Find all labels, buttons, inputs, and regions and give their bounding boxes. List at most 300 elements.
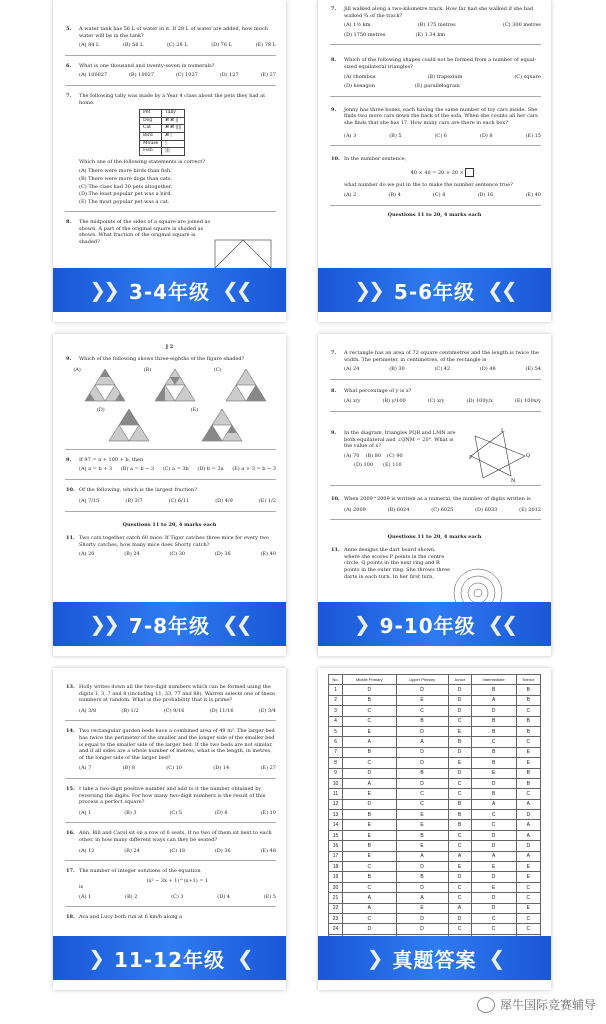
table-cell: A: [448, 903, 471, 913]
table-cell: C: [396, 706, 448, 716]
table-cell: E: [516, 903, 540, 913]
table-cell: B: [448, 810, 471, 820]
divider: [65, 860, 276, 861]
table-cell: Dog: [140, 117, 162, 125]
equation: (x² − 3x + 1)^(x+1) = 1: [146, 877, 209, 884]
option: (C) 28 L: [167, 42, 188, 49]
chevron-left-icon: ❮: [488, 946, 503, 970]
table-cell: D: [343, 685, 397, 695]
divider: [65, 822, 276, 823]
question: [53, 786, 286, 816]
option: (D) 36: [214, 847, 231, 854]
table-cell: D: [448, 685, 471, 695]
figure-label: (E): [190, 406, 199, 413]
divider: [65, 906, 276, 907]
option: (E) 27: [260, 72, 276, 79]
grade-banner[interactable]: [318, 268, 551, 312]
option: (E) 15: [525, 132, 541, 139]
table-cell: B: [471, 726, 516, 736]
table-cell: E: [396, 903, 448, 913]
table-row: [329, 758, 541, 768]
table-cell: E: [343, 726, 397, 736]
watermark-text: 犀牛国际竞赛辅导: [499, 998, 596, 1012]
table-cell: 3: [329, 706, 343, 716]
table-row: [329, 862, 541, 872]
option: (B) y/100: [382, 398, 406, 405]
svg-text:Q: Q: [526, 453, 531, 459]
paper-panel-grade-5-6[interactable]: [318, 0, 551, 322]
option: (C) 6: [434, 132, 447, 139]
table-cell: C: [448, 841, 471, 851]
question: [53, 63, 286, 79]
table-cell: 12: [329, 799, 343, 809]
option: (A) 2: [344, 192, 357, 199]
option: (E) 40: [525, 192, 541, 199]
option: (B) trapezium: [427, 73, 463, 80]
table-row: [329, 882, 541, 892]
question: [318, 6, 551, 38]
question-number: 10.: [331, 156, 340, 163]
question: [318, 547, 551, 580]
divider: [65, 778, 276, 779]
table-cell: D: [516, 841, 540, 851]
banner-label: 3-4年级: [128, 279, 211, 304]
question-text: Which of the following shows three-eighths of the figure shaded?: [79, 356, 245, 362]
question-text: Of the following, which is the largest fraction?: [79, 486, 197, 493]
table-cell: C: [471, 737, 516, 747]
table-cell: B: [471, 758, 516, 768]
paper-panel-answers[interactable]: [318, 668, 551, 990]
question-text: Two rectangular garden beds have a combined area of 49 m². The larger bed has twice the perimeter of the smaller and the longer side of the smaller bed is equal to the smaller side of the larger bed. If the two beds are not similar, and if all sides are a whole number of metres, what is the length, in metres, of the longer side of the larger bed?: [79, 728, 275, 761]
paper-panel-grade-7-8[interactable]: [53, 334, 286, 656]
table-cell: B: [471, 747, 516, 757]
question: [53, 457, 286, 473]
option: (B) 5: [389, 132, 402, 139]
table-cell: |||: [162, 148, 185, 156]
grade-banner[interactable]: [318, 602, 551, 646]
double-chevron-left-icon: ❮❮: [487, 612, 516, 636]
figure-label: (C): [213, 366, 222, 373]
option: (E) 48: [260, 847, 276, 854]
option: (A) 70: [344, 452, 360, 459]
table-cell: B: [396, 716, 448, 726]
table-cell: 20: [329, 882, 343, 892]
question-prompt: Which one of the following statements is correct?: [79, 158, 205, 165]
option: (D) 8: [214, 809, 228, 816]
paper-panel-grade-11-12[interactable]: [53, 668, 286, 990]
question: [318, 57, 551, 89]
option: (C) 30: [169, 551, 186, 558]
question-number: 16.: [66, 830, 75, 837]
table-cell: C: [343, 913, 397, 923]
question-text: Jenny has three boxes, each having the same number of toy cars inside. She finds two more cars down the back of the sofa. When she counts all her cars she finds that she has 17. How many cars are there in each box?: [344, 106, 538, 126]
option: (C) 8: [432, 192, 446, 199]
question-number: 7.: [331, 350, 337, 356]
table-cell: E: [471, 862, 516, 872]
table-cell: A: [448, 851, 471, 861]
table-cell: B: [396, 872, 448, 882]
divider: [65, 479, 276, 480]
table-cell: C: [516, 913, 540, 923]
table-cell: D: [396, 924, 448, 934]
option: (E) 1.34 km: [415, 31, 446, 38]
table-cell: D: [396, 913, 448, 923]
table-cell: A: [343, 903, 397, 913]
table-cell: D: [448, 747, 471, 757]
table-cell: C: [471, 913, 516, 923]
question-text: Two cats together catch 60 mice. If Tiger catches three mice for every two Shorty catches, how many mice does Shorty catch?: [79, 534, 269, 548]
table-row: [329, 706, 541, 716]
option: (C) 5: [169, 809, 182, 816]
table-header: Intermediate: [471, 675, 516, 685]
table-cell: D: [396, 758, 448, 768]
option: (A) 1: [79, 809, 92, 816]
table-cell: A: [396, 851, 448, 861]
question: [53, 356, 286, 363]
option: (C) 6/11: [168, 498, 190, 505]
option: (E) 40: [260, 551, 276, 558]
option: (E) 54: [525, 366, 541, 373]
table-row: [329, 716, 541, 726]
option: (A) 1½ km: [344, 22, 371, 29]
table-cell: B: [396, 830, 448, 840]
question: [53, 868, 286, 900]
table-row: [329, 913, 541, 923]
table-cell: A: [396, 737, 448, 747]
option: (E) The most popular pet was a cat.: [79, 198, 170, 205]
option: (E) 78 L: [255, 42, 276, 49]
option: (B) 2: [125, 893, 138, 900]
option: (E) 3/4: [258, 707, 276, 714]
table-cell: 19: [329, 872, 343, 882]
option: (B) 175 metres: [417, 22, 456, 29]
table-cell: D: [448, 695, 471, 705]
option: (E) 110: [383, 462, 402, 469]
table-cell: A: [516, 820, 540, 830]
table-row: [329, 810, 541, 820]
table-cell: E: [516, 758, 540, 768]
page-number: J 2: [165, 344, 174, 350]
option: (A) 7/15: [79, 498, 100, 505]
sierpinski-triangle-figure: [200, 407, 244, 443]
option: (E) 10: [260, 809, 276, 816]
table-row: [329, 903, 541, 913]
question: [53, 26, 286, 49]
option: (C) 42: [434, 366, 451, 373]
sierpinski-triangle-figure: [83, 367, 127, 403]
divider: [330, 411, 541, 412]
table-cell: D: [448, 768, 471, 778]
table-cell: 7: [329, 747, 343, 757]
option: (C) The class had 30 pets altogether.: [79, 183, 173, 190]
question-number: 6.: [66, 62, 72, 69]
table-header: Senior: [516, 675, 540, 685]
option: (E) 100x/y: [514, 398, 541, 405]
grade-banner[interactable]: [318, 936, 551, 980]
table-cell: 22: [329, 903, 343, 913]
table-cell: A: [343, 893, 397, 903]
table-cell: E: [343, 851, 397, 861]
option: (E) 1/2: [258, 498, 276, 505]
table-cell: B: [343, 747, 397, 757]
table-cell: D: [516, 810, 540, 820]
sierpinski-triangle-figure: [153, 367, 197, 403]
divider: [330, 44, 541, 45]
question-number: 11.: [331, 547, 340, 554]
option: (E) a + 3 = b − 3: [232, 466, 276, 473]
question-number: 7.: [66, 92, 72, 99]
table-cell: Pet: [140, 110, 162, 118]
divider: [330, 205, 541, 206]
option: (B) 10027: [128, 72, 155, 79]
option: (E) 5: [263, 893, 276, 900]
question-text: Ava and Lucy both run at 6 km/h along a: [79, 914, 183, 921]
option: (C) 1027: [175, 72, 198, 79]
banner-label: 5-6年级: [393, 279, 476, 304]
option: (B) 30: [389, 366, 405, 373]
sierpinski-triangle-figure: [224, 367, 268, 403]
table-row: [329, 872, 541, 882]
table-cell: C: [448, 789, 471, 799]
question-text: Ann, Bill and Carol sit on a row of 6 seats. If no two of them sit next to each other, in how many different ways can they be seated?: [79, 830, 272, 843]
table-cell: B: [396, 768, 448, 778]
equation: 40 × 40 = 20 × 20 ×: [410, 169, 464, 176]
table-cell: 24: [329, 924, 343, 934]
grade-banner[interactable]: [53, 268, 286, 312]
table-row: [329, 695, 541, 705]
table-cell: 𝍸 𝍸 ||: [162, 117, 185, 125]
table-cell: Mouse: [140, 140, 162, 148]
question-text: I take a two-digit positive number and add to it the number obtained by reversing the digits. For how many two-digit numbers is the result of this process a perfect square?: [79, 785, 266, 806]
question-number: 10.: [66, 486, 75, 493]
table-cell: A: [471, 851, 516, 861]
question-text: In the number sentence,: [344, 156, 407, 163]
grade-banner[interactable]: [53, 602, 286, 646]
table-cell: D: [471, 893, 516, 903]
option: (D) 100: [354, 462, 374, 469]
figure-label: (D): [96, 406, 105, 413]
question-text: The midpoints of the sides of a square are joined as shown. A part of the original square is shaded as shown. What fraction of the original square is shaded?: [79, 219, 211, 246]
question-text: Holly writes down all the two-digit numbers which can be formed using the digits 1, 3, 7 and 8 (including 11, 33, 77 and 88). Warren selects one of these numbers at random. What is the probability that it is prime?: [79, 684, 275, 704]
table-cell: D: [471, 903, 516, 913]
table-cell: C: [516, 924, 540, 934]
table-cell: E: [471, 768, 516, 778]
option: (D) 36: [214, 551, 231, 558]
watermark: [477, 996, 596, 1013]
table-row: [329, 726, 541, 736]
section-header: Questions 11 to 20, 4 marks each: [122, 521, 217, 528]
table-cell: D: [396, 862, 448, 872]
option: (B) 4: [388, 192, 401, 199]
table-cell: Cat: [140, 125, 162, 133]
table-cell: B: [516, 685, 540, 695]
table-cell: E: [396, 695, 448, 705]
option: (C) x/y: [427, 398, 445, 405]
option: (D) 16: [477, 192, 494, 199]
question-text: A water tank has 56 L of water in it. If 28 L of water are added, how much water will be in the tank?: [79, 26, 268, 39]
question-text: When 2009^2009 is written as a numeral, the number of digits written is: [344, 495, 531, 502]
paper-panel-grade-9-10[interactable]: [318, 334, 551, 656]
question-number: 8.: [331, 387, 337, 394]
divider: [65, 720, 276, 721]
table-cell: D: [471, 830, 516, 840]
table-cell: B: [516, 716, 540, 726]
question-number: 8.: [66, 219, 72, 226]
option: (D) 100y/x: [466, 398, 493, 405]
double-chevron-left-icon: ❮❮: [487, 278, 515, 302]
table-cell: 13: [329, 810, 343, 820]
table-cell: D: [396, 726, 448, 736]
banner-label: 真题答案: [392, 947, 477, 972]
table-cell: D: [343, 799, 397, 809]
table-cell: C: [448, 924, 471, 934]
table-cell: D: [471, 841, 516, 851]
divider: [65, 511, 276, 512]
question-number: 18.: [66, 914, 75, 921]
option: (D) 8: [479, 132, 493, 139]
table-cell: C: [471, 820, 516, 830]
table-cell: Bird: [140, 132, 162, 140]
option: (B) 1/2: [121, 707, 139, 714]
option: (A) 3/8: [79, 707, 97, 714]
divider: [65, 449, 276, 450]
table-cell: A: [516, 830, 540, 840]
table-cell: C: [448, 882, 471, 892]
table-cell: B: [343, 841, 397, 851]
double-chevron-right-icon: ❯❯: [89, 278, 117, 302]
table-cell: 23: [329, 913, 343, 923]
option: (B) 8: [122, 765, 135, 772]
table-cell: C: [471, 924, 516, 934]
sierpinski-triangle-figure: [107, 407, 151, 443]
table-cell: C: [343, 716, 397, 726]
double-chevron-left-icon: ❮❮: [222, 278, 250, 302]
table-cell: B: [516, 768, 540, 778]
table-cell: E: [396, 810, 448, 820]
option: (E) 27: [260, 765, 276, 772]
square-figure: [213, 238, 273, 272]
table-row: [329, 841, 541, 851]
figure-label: (A): [73, 366, 81, 373]
question: [53, 93, 286, 205]
banner-label: 7-8年级: [128, 613, 211, 638]
table-cell: E: [343, 820, 397, 830]
question: [53, 728, 286, 772]
option: (A) 12: [79, 847, 95, 854]
option: (A) 7: [79, 765, 92, 772]
table-cell: 16: [329, 841, 343, 851]
table-cell: C: [448, 893, 471, 903]
question: [53, 684, 286, 714]
option: (B) 6024: [387, 506, 410, 513]
table-cell: E: [516, 862, 540, 872]
option: (B) 3/7: [125, 498, 143, 505]
question: [53, 914, 286, 921]
double-chevron-left-icon: ❮❮: [222, 612, 250, 636]
question-number: 11.: [66, 534, 75, 541]
option: (A) 24: [344, 366, 360, 373]
table-cell: |: [162, 140, 185, 148]
table-cell: D: [343, 924, 397, 934]
table-cell: E: [343, 789, 397, 799]
table-row: [329, 685, 541, 695]
grade-banner[interactable]: [53, 936, 286, 980]
figure-label: (B): [143, 366, 152, 373]
table-cell: 9: [329, 768, 343, 778]
question: [53, 830, 286, 854]
table-cell: B: [516, 778, 540, 788]
table-row: [329, 924, 541, 934]
option: (A) a = b + 3: [79, 466, 113, 473]
question: [318, 388, 551, 405]
table-cell: E: [448, 726, 471, 736]
question: [318, 496, 551, 513]
double-chevron-right-icon: ❯❯: [89, 612, 117, 636]
question-number: 14.: [66, 728, 75, 735]
option: (D) hexagon: [344, 83, 375, 90]
option: (A) 84 L: [79, 42, 100, 49]
option: (D) 4/9: [215, 498, 233, 505]
table-cell: C: [396, 799, 448, 809]
table-cell: C: [343, 758, 397, 768]
table-cell: 17: [329, 851, 343, 861]
svg-text:L: L: [501, 428, 505, 434]
blank-box: [465, 168, 474, 177]
table-row: [329, 820, 541, 830]
option: (E) parallelogram: [414, 83, 460, 90]
option: (C) 90: [387, 452, 403, 459]
figure-row: [65, 407, 276, 443]
table-header: No.: [329, 675, 343, 685]
question-text: Jill walked along a two-kilometre track. How far had she walked if she had walked ¾ of the track?: [344, 6, 534, 19]
table-cell: B: [343, 810, 397, 820]
table-cell: C: [448, 716, 471, 726]
option: (C) 10: [166, 765, 182, 772]
option: (D) 1750 metres: [344, 31, 386, 38]
paper-panel-grade-3-4[interactable]: [53, 0, 286, 322]
table-cell: 21: [329, 893, 343, 903]
option: (A) 1: [79, 893, 92, 900]
question-number: 9.: [66, 356, 72, 362]
table-cell: 5: [329, 726, 343, 736]
question-number: 5.: [66, 26, 72, 32]
table-cell: 11: [329, 789, 343, 799]
table-cell: B: [448, 820, 471, 830]
table-row: [329, 737, 541, 747]
double-chevron-right-icon: ❯❯: [354, 278, 382, 302]
tally-table: [139, 109, 185, 156]
table-row: [329, 768, 541, 778]
table-cell: D: [471, 778, 516, 788]
question: [53, 487, 286, 505]
table-cell: 𝍸 |: [162, 132, 185, 140]
table-cell: B: [516, 726, 540, 736]
question-number: 9.: [331, 106, 337, 113]
table-cell: D: [471, 706, 516, 716]
table-row: [329, 851, 541, 861]
table-cell: C: [516, 706, 540, 716]
option: (D) 14: [213, 765, 230, 772]
table-cell: D: [471, 872, 516, 882]
table-cell: D: [396, 685, 448, 695]
table-row: [329, 893, 541, 903]
table-cell: 15: [329, 830, 343, 840]
option: (D) 48: [479, 366, 496, 373]
table-row: [329, 747, 541, 757]
question-text: In the diagram, triangles PQR and LMN are both equilateral and ∠QNM = 20°. What is the value of x?: [344, 429, 456, 450]
table-cell: 𝍸 𝍸 ||||: [162, 125, 185, 133]
option: (B) 24: [124, 847, 140, 854]
